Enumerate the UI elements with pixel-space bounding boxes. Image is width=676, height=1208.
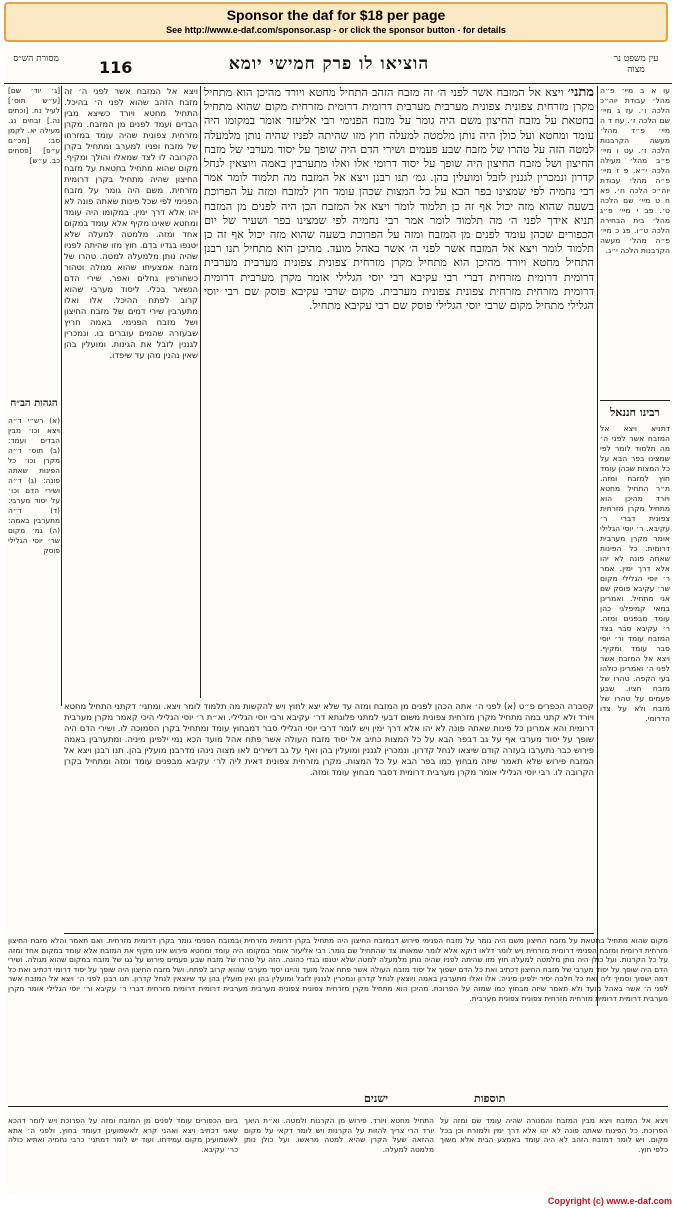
- hagahot-title: הגהות הב״ח: [10, 398, 58, 409]
- rabbenu-chananel-title: רבינו חננאל: [610, 406, 660, 419]
- rabbenu-chananel-column: [600, 424, 670, 1004]
- mishnah-opener: מתני׳: [567, 86, 594, 100]
- bottom-left-text: ביום הכפורים עומד לפנים מן המזבח ומזה על הפרוכת ויש לומר דהכא שאני דכתיב ויצא ואהני קרא לאשמועינן דעומד בחוץ. ולפני ה׳ אתא לאשמועינן מקום עמידתו. ועוד יש לומר דמתני׳ כרבי נחמיה ואתיא כולה כר׳ עקיבא.: [8, 1116, 238, 1154]
- lower-divider: [64, 933, 594, 934]
- bottom-right-text: ויצא אל המזבח ויצא מבין המזבח והמנורה שהיה עומד שם ומזה על הפרוכת. כל הפינות שאתה פונה לא יהו אלא דרך ימין ולמזרח וכן בכל מקום. ויש לומר דמזבח הזהב לא היה עומד באמצע הבית אלא משוך כלפי חוץ.: [440, 1116, 668, 1154]
- lower-commentary: [8, 936, 668, 1101]
- right-column-divider: [597, 86, 598, 1006]
- sponsor-banner-subtitle[interactable]: See http://www.e-daf.com/sponsor.asp - or click the sponsor button - for details: [166, 25, 506, 35]
- rashi-divider: [200, 86, 201, 698]
- bottom-middle-commentary: [244, 1116, 434, 1188]
- page-number: 116: [99, 58, 133, 77]
- bottom-right-commentary: [440, 1116, 668, 1188]
- page-header: [4, 50, 672, 82]
- lower-commentary-text: מקום שהוא מתחיל בחטאת על מזבח החיצון משם היה גומר על מזבח הפנימי פירוש דבמזבח החיצון היה מתחיל בקרן דרומית מזרחית ובמזבח הפנימי גומר בקרן דרומית מזרחית. ואם תאמר והלא מזבח החיצון מזרחית דרומית ומזבח הפנימי דרומית מזרחית ויש לומר דלאו דוקא אלא לומר שמאותו צד שהתחיל שם גומר. רבי אליעזר אומר במקומו היה עומד ומחטא פירוש אינו מקיף את המזבח אלא עומד במקום אחד ומזה על כל הקרנות. ועל כולן היה נותן מלמטה למעלה חוץ מזו שהיתה לפניו שהיה נותן מלמעלה למטה שלא יטנפו בגדי כהונה. הזה על טהרו של מזבח שבע פעמים פירוש על גגו של מזבח במקום שהוא מגולה. ושירי הדם היה שופך על יסוד מערבי של מזבח החיצון דכתיב ואת כל הדם ישפוך אל יסוד מזבח העולה אשר פתח אהל מועד והיינו יסוד מערבי שהוא קרוב לפתח. ושל מזבח החיצון היה שופך על יסוד דרומי דכתיב ואת כל דמה ישפוך וסמיך ליה ואת כל חלבה יסיר ילפינן מיניה. אלו ואלו מתערבין באמה ויוצאין לנחל קדרון ונמכרין לגננין לזבל ומועלין בהן ואין מועלין בהן עד שיוצאין לנחל קדרון. תנו רבנן לפני ה׳ ויצא אל המזבח אשר לפני ה׳ אשר באהל מועד ולא תאמר שיזה מבחוץ כמו שמזה על הפרוכת. מהיכן הוא מתחיל מקרן מזרחית צפונית צפונית מערבית מערבית דרומית דרומית מזרחית דברי ר׳ עקיבא ור׳ יוסי הגלילי אומר מקרן מערבית דרומית דרומית מזרחית מזרחית צפונית צפונית מערבית.: [8, 936, 668, 1003]
- gemara-column: [204, 86, 594, 506]
- talmud-page: [4, 46, 672, 1194]
- page-title: הוציאו לו פרק חמישי יומא: [228, 54, 430, 74]
- left-column-divider: [61, 86, 62, 706]
- hagahot-text: (א) רש״י ד״ה ויצא וכו׳ מבין הבדים ועמד: (ב) תוס׳ ד״ה מקרן וכו׳ כל הפינות שאתה פונה: (ג) ד״ה ושירי הדם וכו׳ על יסוד מערבי: (ד) ד״ה מתערבין באמה: (ה) גמ׳ מקום שר׳ יוסי הגלילי פוסק: [8, 416, 60, 555]
- rashi-column: [64, 86, 198, 696]
- header-divider: [4, 83, 672, 84]
- rabbenu-divider: [600, 400, 670, 401]
- ein-mishpat-text: עו א ב מיי׳ פ״ה מהל׳ עבודת יוה״כ הלכה ו׳. עז ג מיי׳ שם הלכה ז׳. עח ד ה מיי׳ פ״ד מהל׳ מעשה הקרבנות הלכה ז׳. עט ו מיי׳ פ״ב מהל׳ מעילה הלכה י״א. פ ז מיי׳ פ״ה מהל׳ עבודת יוה״כ הלכה ח׳. פא ח ט מיי׳ שם הלכה ט׳. פב י מיי׳ פ״ג מהל׳ בית הבחירה הלכה ט״ו. פג כ מיי׳ פ״ה מהל׳ מעשה הקרבנות הלכה י״ג.: [600, 86, 670, 255]
- sponsor-banner[interactable]: [4, 2, 668, 42]
- bottom-divider: [8, 1106, 668, 1107]
- tosafot-label: תוספות: [474, 1092, 506, 1105]
- header-ein-mishpat-label: עין משפט נר מצוה: [613, 54, 659, 75]
- header-masoret-label: מסורת הש״ס: [13, 54, 59, 64]
- rashi-text: ויצא אל המזבח אשר לפני ה׳ זה מזבח הזהב שהוא לפני ה׳ בהיכל. התחיל מחטא ויורד כשיצא מבין הבדים ועמד לפנים מן המזבח. מקרן מזרחית צפונית שהיה עומד במזרחו של מזבח ופניו למערב ומתחיל בקרן הקרובה לו לצד שמאלו והולך ומקיף. מקום שהוא מתחיל בחטאת על מזבח החיצון שהיה מתחיל בקרן דרומית מזרחית. משם היה גומר על מזבח הפנימי לפי שכל פינות שאתה פונה לא יהו אלא דרך ימין. במקומו היה עומד ומחטא שאינו מקיף אלא עומד במקום אחד ומזה. מלמטה למעלה שלא יטנפו בגדיו בדם. חוץ מזו שהיתה לפניו שהיה נותן מלמעלה למטה. טהרו של מזבח אמצעיתו שהוא מגולה וטהור כשחורפין גחלים ואפר. שירי הדם הנשאר בכלי. ליסוד מערבי שהוא קרוב לפתח ההיכל. אלו ואלו מתערבין שירי דמים של מזבח החיצון ושל מזבח הפנימי. באמה חריץ שבעזרה שהמים עוברים בו. ונמכרין לגננין לזבל את הגינות. ומועלין בהן שאין נהנין מהן עד שיפדו.: [64, 86, 198, 360]
- yeshanim-label: ישנים: [364, 1092, 388, 1105]
- ein-mishpat-column: [600, 86, 670, 396]
- gemara-text: ויצא אל המזבח אשר לפני ה׳ זה מזבח הזהב התחיל מחטא ויורד מהיכן הוא מתחיל מקרן מזרחית צפונית צפונית מערבית מערבית דרומית דרומית מזרחית מקום שהוא מתחיל בחטאת על מזבח החיצון משם היה גומר על מזבח הפנימי רבי אליעזר אומר במקומו היה עומד ומחטא ועל כולן היה נותן מלמטה למעלה חוץ מזו שהיתה לפניו שהיה נותן מלמעלה למטה הזה על טהרו של מזבח שבע פעמים ושירי הדם היה שופך על יסוד מערבי של מזבח החיצון ושל מזבח החיצון היה שופך על יסוד דרומי אלו ואלו מתערבין באמה ויוצאין לנחל קדרון ונמכרין לגננין לזבל ומועלין בהן. גמ׳ תנו רבנן ויצא אל המזבח מה תלמוד לומר אמר רבי נחמיה לפי שמצינו בפר הבא על כל המצות שכהן עומד חוץ למזבח ומזה על הפרוכת בשעה שהוא מזה יכול אף זה כן תלמוד לומר ויצא אל המזבח הכן היה לפנים מן המזבח תניא אידך לפני ה׳ מה תלמוד לומר אמר רבי נחמיה לפי שמצינו בפר ושעיר של יום הכפורים שכהן עומד לפנים מן המזבח ומזה על הפרוכת בשעה שהוא מזה יכול אף זה כן תלמוד לומר ויצא אל המזבח אשר לפני ה׳ אשר באהל מועד. מהיכן הוא מתחיל תנו רבנן התחיל מחטא ויורד מהיכן הוא מתחיל מקרן מזרחית צפונית צפונית מערבית מערבית דרומית דרומית מזרחית דברי רבי עקיבא רבי יוסי הגלילי אומר מקרן מערבית דרומית דרומית מזרחית מזרחית צפונית צפונית מערבית. מקום שרבי עקיבא פוסק שם רבי יוסי הגלילי מתחיל מקום שרבי יוסי הגלילי פוסק שם רבי עקיבא מתחיל.: [204, 86, 594, 313]
- gemara-paragraph: [204, 86, 594, 313]
- masoret-hashas-text: [ג׳ יוד׳ שם] [ע״ש תוס׳] לעיל נח. [וכתים נה.] זבחים נג. מעילה יא. לקמן סב: [מכ״ם ע״פ] [פסחים כב. ע״ש]: [8, 86, 60, 165]
- bottom-left-commentary: [8, 1116, 238, 1188]
- hagahot-column: [8, 416, 60, 716]
- masoret-hashas-column: [8, 86, 60, 386]
- copyright-notice: Copyright (c) www.e-daf.com: [547, 1196, 672, 1206]
- tosafot-column: [64, 701, 594, 931]
- bottom-middle-text: התחיל מחטא ויורד. פירוש מן הקרנות ולמטה. וא״ת היאך יורד הרי צריך להזות על הקרנות ויש לומר דקאי על מקום ההזאה שעל הקרן שהיא למטה מראשו. ועל כולן נותן מלמטה למעלה.: [244, 1116, 434, 1154]
- sponsor-banner-title: Sponsor the daf for $18 per page: [226, 7, 446, 23]
- rabbenu-chananel-text: דתניא ויצא אל המזבח אשר לפני ה׳ מה תלמוד לומר לפי שמצינו בפר הבא על כל המצות שכהן עומד חוץ למזבח ומזה. ת״ר התחיל מחטא ויורד מהיכן הוא מתחיל מקרן מזרחית צפונית דברי ר׳ עקיבא. ר׳ יוסי הגלילי אומר מקרן מערבית דרומית. כל הפינות שאתה פונה לא יהו אלא דרך ימין. אמר ר׳ יוסי הגלילי מקום שר׳ עקיבא פוסק שם אני מתחיל. ואמרינן במאי קמיפלגי כהן עומד מבפנים ומזה. ר׳ עקיבא סבר בצד המזבח עומד ור׳ יוסי סבר עומד ומקיף. ויצא אל המזבח אשר לפני ה׳ ואמרינן כולהו בעי הקפה. טהרו של מזבח חציו. שבע פעמים על טהרו של מזבח ולא על צדו הדרומי.: [600, 424, 670, 723]
- tosafot-text: קסברה הכפרים פ״ט (א) לפני ה׳ אתה הכהן לפנים מן המזבח ומזה עד שלא יצא לחוץ ויש להקשות מה תלמוד לומר ויצא. ומתני׳ דקתני התחיל מחטא ויורד ולא קתני במה מתחיל מקרן מזרחית צפונית משום דבעי למתני פלוגתא דר׳ עקיבא ורבי יוסי הגלילי. וא״ת ר׳ יוסי הגלילי היכי קאמר מקרן מערבית דרומית והא אמרינן כל פינות שאתה פונה לא יהו אלא דרך ימין ויש לומר דרבי יוסי הגלילי סבר דמבחוץ עומד ומתחיל בקרן הסמוכה לו. ושירי הדם היה שופך על יסוד מערבי אף על גב דבפר הבא על כל המצות כתיב אל יסוד מזבח העולה אשר פתח אהל מועד הכא נמי ילפינן מיניה. ומתערבין באמה פירוש כבר נתערבו בעזרה קודם שיצאו לנחל קדרון. ונמכרין לגננין ומועלין בהן ואף על גב דשירים לאו מצוה נינהו מדרבנן מועלין בהן. תנו רבנן ויצא אל המזבח פירוש שלא תאמר שיזה מבחוץ כמו בפר הבא על כל המצות. מקרן מזרחית צפונית דאית ליה לר׳ עקיבא מבפנים עומד ומזה ומתחיל בקרן הקרובה לו. רבי יוסי הגלילי אומר מקרן מערבית דרומית דסבר מבחוץ עומד ומזה.: [64, 701, 594, 777]
